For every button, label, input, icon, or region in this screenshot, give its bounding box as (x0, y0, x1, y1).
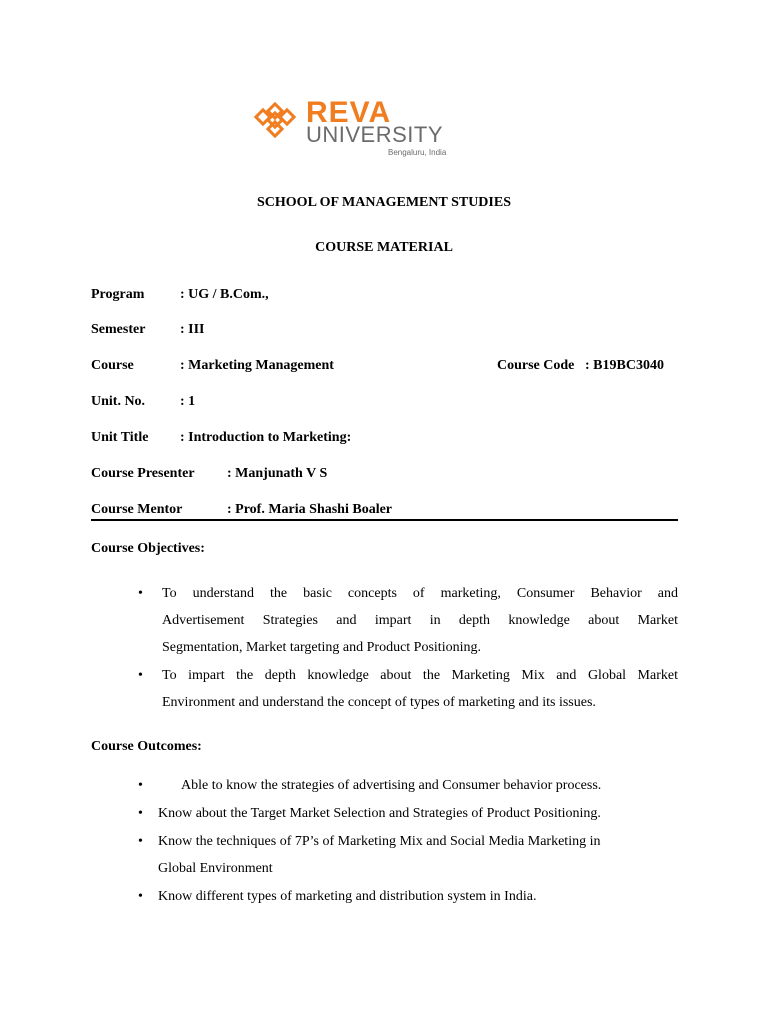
course-code-label: Course Code (497, 358, 575, 373)
unit-title-value: : Introduction to Marketing: (180, 430, 352, 445)
bullet-glyph: • (138, 834, 143, 849)
program-label: Program (91, 287, 145, 302)
outcome-4-line-1: Know different types of marketing and distribution system in India. (158, 889, 537, 904)
school-title: SCHOOL OF MANAGEMENT STUDIES (257, 195, 511, 210)
bullet-glyph: • (138, 778, 143, 793)
bullet-glyph: • (138, 668, 143, 683)
objective-2-line-1: To impart the depth knowledge about the Marketing Mix and Global Market (162, 668, 678, 683)
logo-location: Bengaluru, India (388, 148, 447, 157)
unit-no-label: Unit. No. (91, 394, 146, 409)
unit-title-label: Unit Title (91, 430, 149, 445)
unit-no-value: : 1 (180, 394, 196, 409)
presenter-value: : Manjunath V S (227, 466, 328, 481)
outcome-3-line-2: Global Environment (158, 861, 273, 876)
objective-1-line-3: Segmentation, Market targeting and Product Positioning. (162, 640, 481, 655)
bullet-glyph: • (138, 806, 143, 821)
outcome-3-line-1: Know the techniques of 7P’s of Marketing Mix and Social Media Marketing in (158, 834, 601, 849)
outcome-1-line-1: Able to know the strategies of advertising and Consumer behavior process. (181, 778, 602, 793)
bullet-glyph: • (138, 889, 143, 904)
outcomes-heading: Course Outcomes: (91, 739, 202, 754)
reva-university-logo (252, 98, 462, 162)
mentor-label: Course Mentor (91, 502, 183, 517)
course-value: : Marketing Management (180, 358, 334, 373)
presenter-label: Course Presenter (91, 466, 195, 481)
header-divider (91, 519, 678, 521)
course-label: Course (91, 358, 134, 373)
knot-emblem-icon (252, 102, 300, 142)
mentor-value: : Prof. Maria Shashi Boaler (227, 502, 393, 517)
logo-subtitle: UNIVERSITY (306, 122, 444, 147)
course-code-value: : B19BC3040 (585, 358, 664, 373)
program-value: : UG / B.Com., (180, 287, 269, 302)
semester-value: : III (180, 322, 205, 337)
semester-label: Semester (91, 322, 146, 337)
bullet-glyph: • (138, 586, 143, 601)
logo-brand: REVA (306, 96, 392, 129)
objectives-heading: Course Objectives: (91, 541, 205, 556)
material-title: COURSE MATERIAL (315, 240, 453, 255)
objective-1-line-1: To understand the basic concepts of marketing, Consumer Behavior and (162, 586, 678, 601)
outcome-2-line-1: Know about the Target Market Selection and Strategies of Product Positioning. (158, 806, 601, 821)
objective-2-line-2: Environment and understand the concept of types of marketing and its issues. (162, 695, 596, 710)
objective-1-line-2: Advertisement Strategies and impart in depth knowledge about Market (162, 613, 678, 628)
